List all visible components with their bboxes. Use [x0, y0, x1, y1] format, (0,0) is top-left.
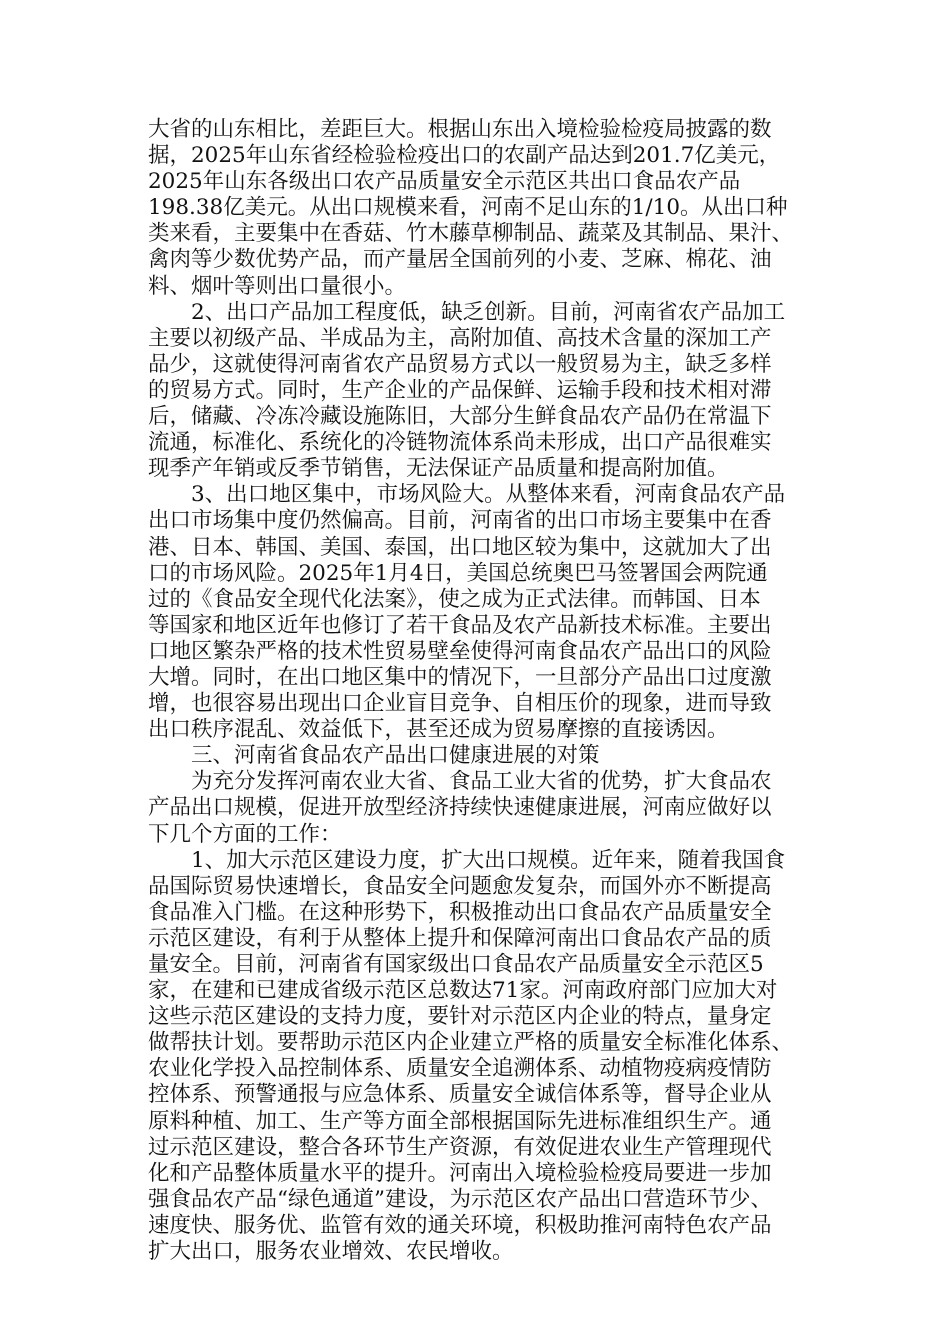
- text-line: 增，也很容易出现出口企业盲目竞争、自相压价的现象，进而导致: [148, 691, 772, 717]
- text-line: 扩大出口，服务农业增效、农民增收。: [148, 1239, 514, 1265]
- text-line: 后，储藏、冷冻冷藏设施陈旧，大部分生鲜食品农产品仍在常温下: [148, 404, 772, 430]
- text-line: 品国际贸易快速增长，食品安全问题愈发复杂，而国外亦不断提高: [148, 873, 772, 899]
- text-line: 控体系、预警通报与应急体系、质量安全诚信体系等，督导企业从: [148, 1082, 772, 1108]
- text-line: 流通，标准化、系统化的冷链物流体系尚未形成，出口产品很难实: [148, 430, 772, 456]
- text-line: 出口市场集中度仍然偏高。目前，河南省的出口市场主要集中在香: [148, 508, 772, 534]
- text-line: 品少，这就使得河南省农产品贸易方式以一般贸易为主，缺乏多样: [148, 351, 772, 377]
- text-line: 下几个方面的工作：: [148, 821, 342, 847]
- text-line: 为充分发挥河南农业大省、食品工业大省的优势，扩大食品农: [148, 769, 772, 795]
- text-line: 化和产品整体质量水平的提升。河南出入境检验检疫局要进一步加: [148, 1160, 772, 1186]
- text-line: 食品准入门槛。在这种形势下，积极推动出口食品农产品质量安全: [148, 899, 772, 925]
- text-line: 过的《食品安全现代化法案》，使之成为正式法律。而韩国、日本: [148, 586, 761, 612]
- text-line: 3、出口地区集中，市场风险大。从整体来看，河南食品农产品: [148, 482, 786, 508]
- text-line: 产品出口规模，促进开放型经济持续快速健康进展，河南应做好以: [148, 795, 772, 821]
- text-line: 口的市场风险。2025年1月4日，美国总统奥巴马签署国会两院通: [148, 560, 768, 586]
- text-line: 量安全。目前，河南省有国家级出口食品农产品质量安全示范区5: [148, 952, 764, 977]
- text-line: 现季产年销或反季节销售，无法保证产品质量和提高附加值。: [148, 456, 729, 482]
- text-line: 出口秩序混乱、效益低下，甚至还成为贸易摩擦的直接诱因。: [148, 717, 729, 743]
- text-line: 做帮扶计划。要帮助示范区内企业建立严格的质量安全标准化体系、: [148, 1030, 794, 1056]
- text-line: 类来看，主要集中在香菇、竹木藤草柳制品、蔬菜及其制品、果汁、: [148, 221, 794, 247]
- text-line: 等国家和地区近年也修订了若干食品及农产品新技术标准。主要出: [148, 612, 772, 638]
- text-line: 大增。同时，在出口地区集中的情况下，一旦部分产品出口过度激: [148, 664, 772, 690]
- text-line: 2、出口产品加工程度低，缺乏创新。目前，河南省农产品加工: [148, 299, 786, 325]
- text-line: 料、烟叶等则出口量很小。: [148, 273, 407, 299]
- text-line: 家，在建和已建成省级示范区总数达71家。河南政府部门应加大对: [148, 978, 778, 1004]
- text-line: 速度快、服务优、监管有效的通关环境，积极助推河南特色农产品: [148, 1212, 772, 1238]
- text-line: 禽肉等少数优势产品，而产量居全国前列的小麦、芝麻、棉花、油: [148, 247, 772, 273]
- text-line: 的贸易方式。同时，生产企业的产品保鲜、运输手段和技术相对滞: [148, 377, 772, 403]
- text-line: 强食品农产品“绿色通道”建设，为示范区农产品出口营造环节少、: [148, 1186, 772, 1212]
- text-line: 示范区建设，有利于从整体上提升和保障河南出口食品农产品的质: [148, 925, 772, 951]
- text-line: 1、加大示范区建设力度，扩大出口规模。近年来，随着我国食: [148, 847, 786, 873]
- text-line: 港、日本、韩国、美国、泰国，出口地区较为集中，这就加大了出: [148, 534, 772, 560]
- text-line: 大省的山东相比，差距巨大。根据山东出入境检验检疫局披露的数: [148, 117, 772, 142]
- text-line: 原料种植、加工、生产等方面全部根据国际先进标准组织生产。通: [148, 1108, 772, 1134]
- text-line: 2025年山东各级出口农产品质量安全示范区共出口食品农产品: [148, 169, 741, 195]
- text-line: 主要以初级产品、半成品为主，高附加值、高技术含量的深加工产: [148, 325, 772, 351]
- text-line: 三、河南省食品农产品出口健康进展的对策: [148, 743, 600, 769]
- text-line: 过示范区建设，整合各环节生产资源，有效促进农业生产管理现代: [148, 1134, 772, 1160]
- text-line: 198.38亿美元。从出口规模来看，河南不足山东的1/10。从出口种: [148, 195, 788, 221]
- document-body: [148, 117, 808, 1265]
- text-line: 口地区繁杂严格的技术性贸易壁垒使得河南食品农产品出口的风险: [148, 638, 772, 664]
- text-line: 据，2025年山东省经检验检疫出口的农副产品达到201.7亿美元，: [148, 143, 781, 169]
- text-line: 这些示范区建设的支持力度，要针对示范区内企业的特点，量身定: [148, 1004, 772, 1030]
- text-line: 农业化学投入品控制体系、质量安全追溯体系、动植物疫病疫情防: [148, 1056, 772, 1082]
